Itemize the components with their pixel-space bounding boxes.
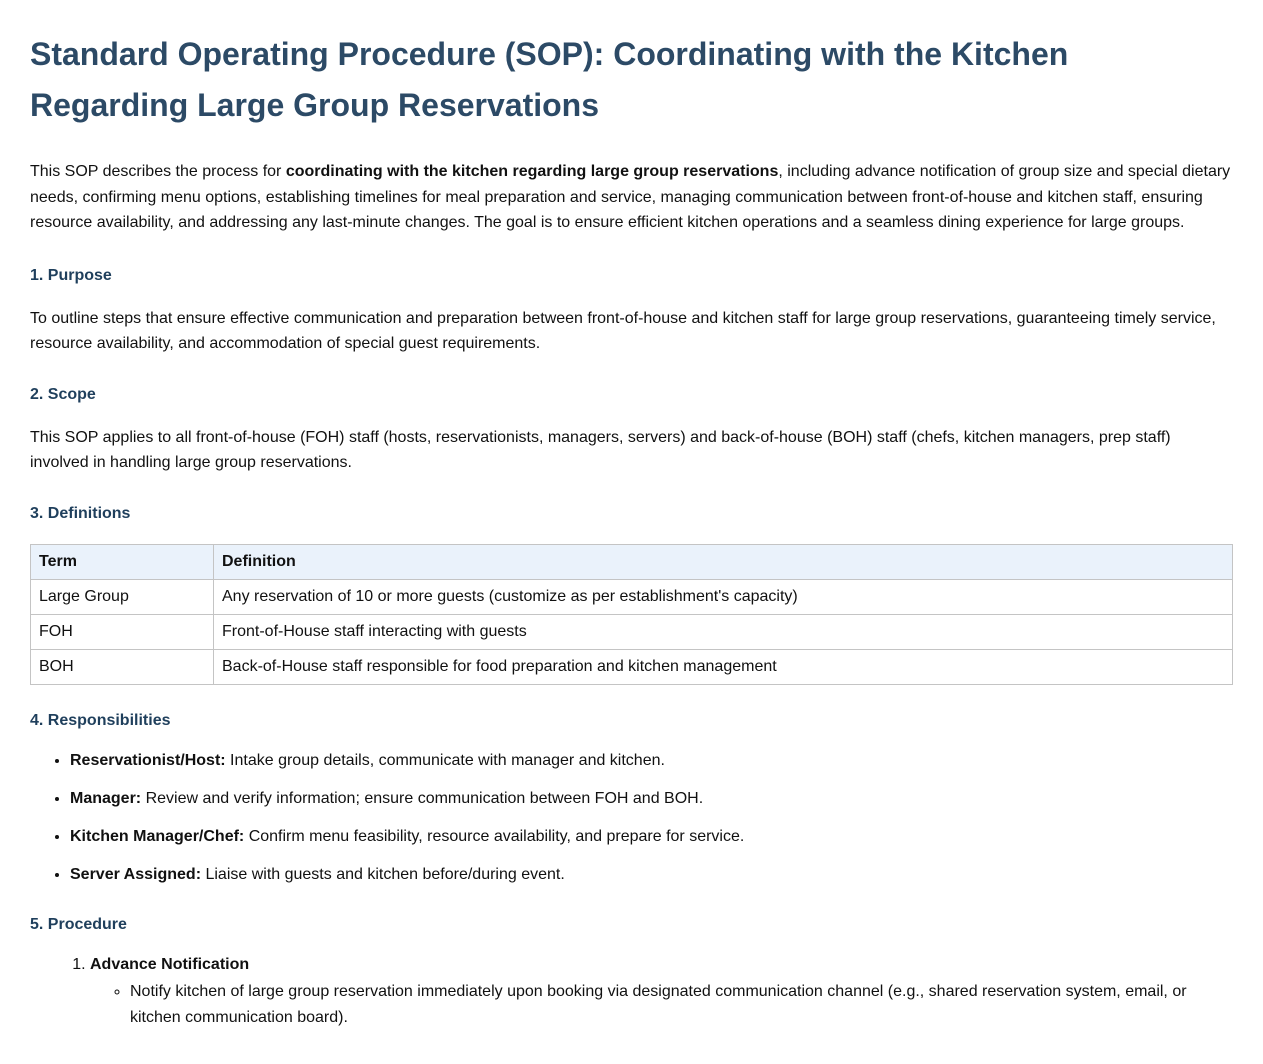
page-title: Standard Operating Procedure (SOP): Coordinating with the Kitchen Regarding Large Group Reservations	[30, 36, 1069, 123]
role-description: Review and verify information; ensure communication between FOH and BOH.	[141, 789, 704, 807]
intro-bold-phrase: coordinating with the kitchen regarding large group reservations	[285, 163, 779, 180]
list-item	[70, 827, 1233, 847]
table-row	[31, 649, 1233, 684]
role-label: Kitchen Manager/Chef:	[70, 827, 245, 845]
term-cell: FOH	[31, 614, 214, 649]
scope-text: This SOP applies to all front-of-house (FOH) staff (hosts, reservationists, managers, servers) and back-of-house (BOH) staff (chefs, kitchen managers, prep staff) involved in handling large group reservations.	[30, 428, 1171, 471]
definition-cell: Back-of-House staff responsible for food preparation and kitchen management	[214, 649, 1233, 684]
intro-text-end: , including advance notification of group size and special dietary needs, confirming menu options, establishing timelines for meal preparation and service, managing communication between front-of-house and kitchen staff, ensuring resource availability, and addressing any last-minute changes. The goal is to ensure efficient kitchen operations and a seamless dining experience for large groups.	[30, 163, 1231, 231]
definition-cell: Front-of-House staff interacting with guests	[214, 614, 1233, 649]
role-label: Server Assigned:	[70, 865, 202, 883]
list-item	[70, 751, 1233, 771]
definitions-heading: 3. Definitions	[30, 504, 131, 522]
role-label: Reservationist/Host:	[70, 751, 226, 769]
role-description: Intake group details, communicate with manager and kitchen.	[225, 751, 665, 769]
definition-cell: Any reservation of 10 or more guests (customize as per establishment's capacity)	[214, 579, 1233, 614]
table-header-row	[31, 544, 1233, 579]
procedure-heading: 5. Procedure	[30, 915, 127, 933]
sop-document	[0, 29, 1263, 1031]
table-row	[31, 614, 1233, 649]
step-subitems	[90, 979, 1233, 1031]
role-description: Confirm menu feasibility, resource availability, and prepare for service.	[244, 827, 745, 845]
column-header-definition: Definition	[214, 544, 1233, 579]
term-cell: BOH	[31, 649, 214, 684]
step-title: Advance Notification	[90, 955, 250, 973]
list-item	[70, 865, 1233, 885]
term-cell: Large Group	[31, 579, 214, 614]
responsibilities-list	[30, 751, 1233, 885]
list-item	[70, 789, 1233, 809]
intro-paragraph	[30, 159, 1233, 236]
definitions-table	[30, 544, 1233, 685]
table-row	[31, 579, 1233, 614]
responsibilities-heading: 4. Responsibilities	[30, 711, 171, 729]
procedure-list	[30, 955, 1233, 1031]
role-label: Manager:	[70, 789, 142, 807]
procedure-step	[90, 955, 1233, 1031]
scope-heading: 2. Scope	[30, 385, 96, 403]
purpose-heading: 1. Purpose	[30, 266, 112, 284]
intro-text-start: This SOP describes the process for	[30, 163, 286, 180]
purpose-text: To outline steps that ensure effective communication and preparation between front-of-house and kitchen staff for large group reservations, guaranteeing timely service, resource availability, and accommodation of special guest requirements.	[30, 309, 1216, 352]
column-header-term: Term	[31, 544, 214, 579]
list-item: ◦ Notify kitchen of large group reservation immediately upon booking via designated communication channel (e.g., shared reservation system, email, or kitchen communication board).	[130, 979, 1233, 1031]
role-description: Liaise with guests and kitchen before/during event.	[201, 865, 565, 883]
